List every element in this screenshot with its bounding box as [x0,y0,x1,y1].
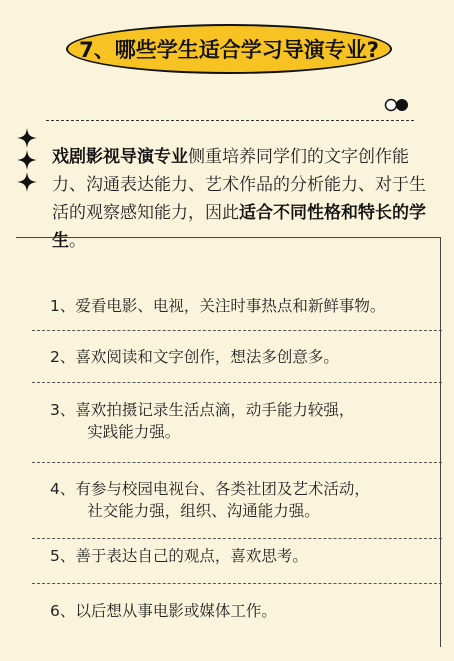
item-divider [32,538,442,539]
list-item [50,545,430,567]
intro-end: 。 [69,231,86,251]
list-item-text-cont: 实践能力强。 [87,423,181,441]
item-divider [32,583,442,584]
list-item [50,295,430,317]
item-divider [32,462,442,463]
list-item-text: 3、喜欢拍摄记录生活点滴，动手能力较强， [50,401,355,419]
item-divider [32,330,442,331]
list-panel [16,237,441,647]
list-item-text: 5、善于表达自己的观点，喜欢思考。 [50,547,308,565]
title-badge [66,24,392,74]
list-item [50,600,430,622]
dots-icon [384,98,410,112]
intro-body: 侧重培养同学们的文字创作能力、沟通表达能力、艺术作品的分析能力、对于生活的观察感知能力，因此 [52,147,426,223]
list-item-text: 4、有参与校园电视台、各类社团及艺术活动， [50,480,370,498]
list-item-text: 1、爱看电影、电视，关注时事热点和新鲜事物。 [50,297,386,315]
list-item [50,346,430,368]
sparkle-icon [16,128,38,192]
list-item [50,399,430,443]
top-divider [46,120,414,121]
list-item-text: 6、以后想从事电影或媒体工作。 [50,602,277,620]
item-divider [32,382,442,383]
list-item [50,478,430,522]
list-item-text-cont: 社交能力强，组织、沟通能力强。 [87,502,320,520]
intro-lead: 戏剧影视导演专业 [52,147,188,167]
intro-highlight: 适合不同性格和特长的学生 [52,203,426,251]
list-item-text: 2、喜欢阅读和文字创作，想法多创意多。 [50,348,339,366]
page-title: 7、哪些学生适合学习导演专业? [79,38,379,62]
